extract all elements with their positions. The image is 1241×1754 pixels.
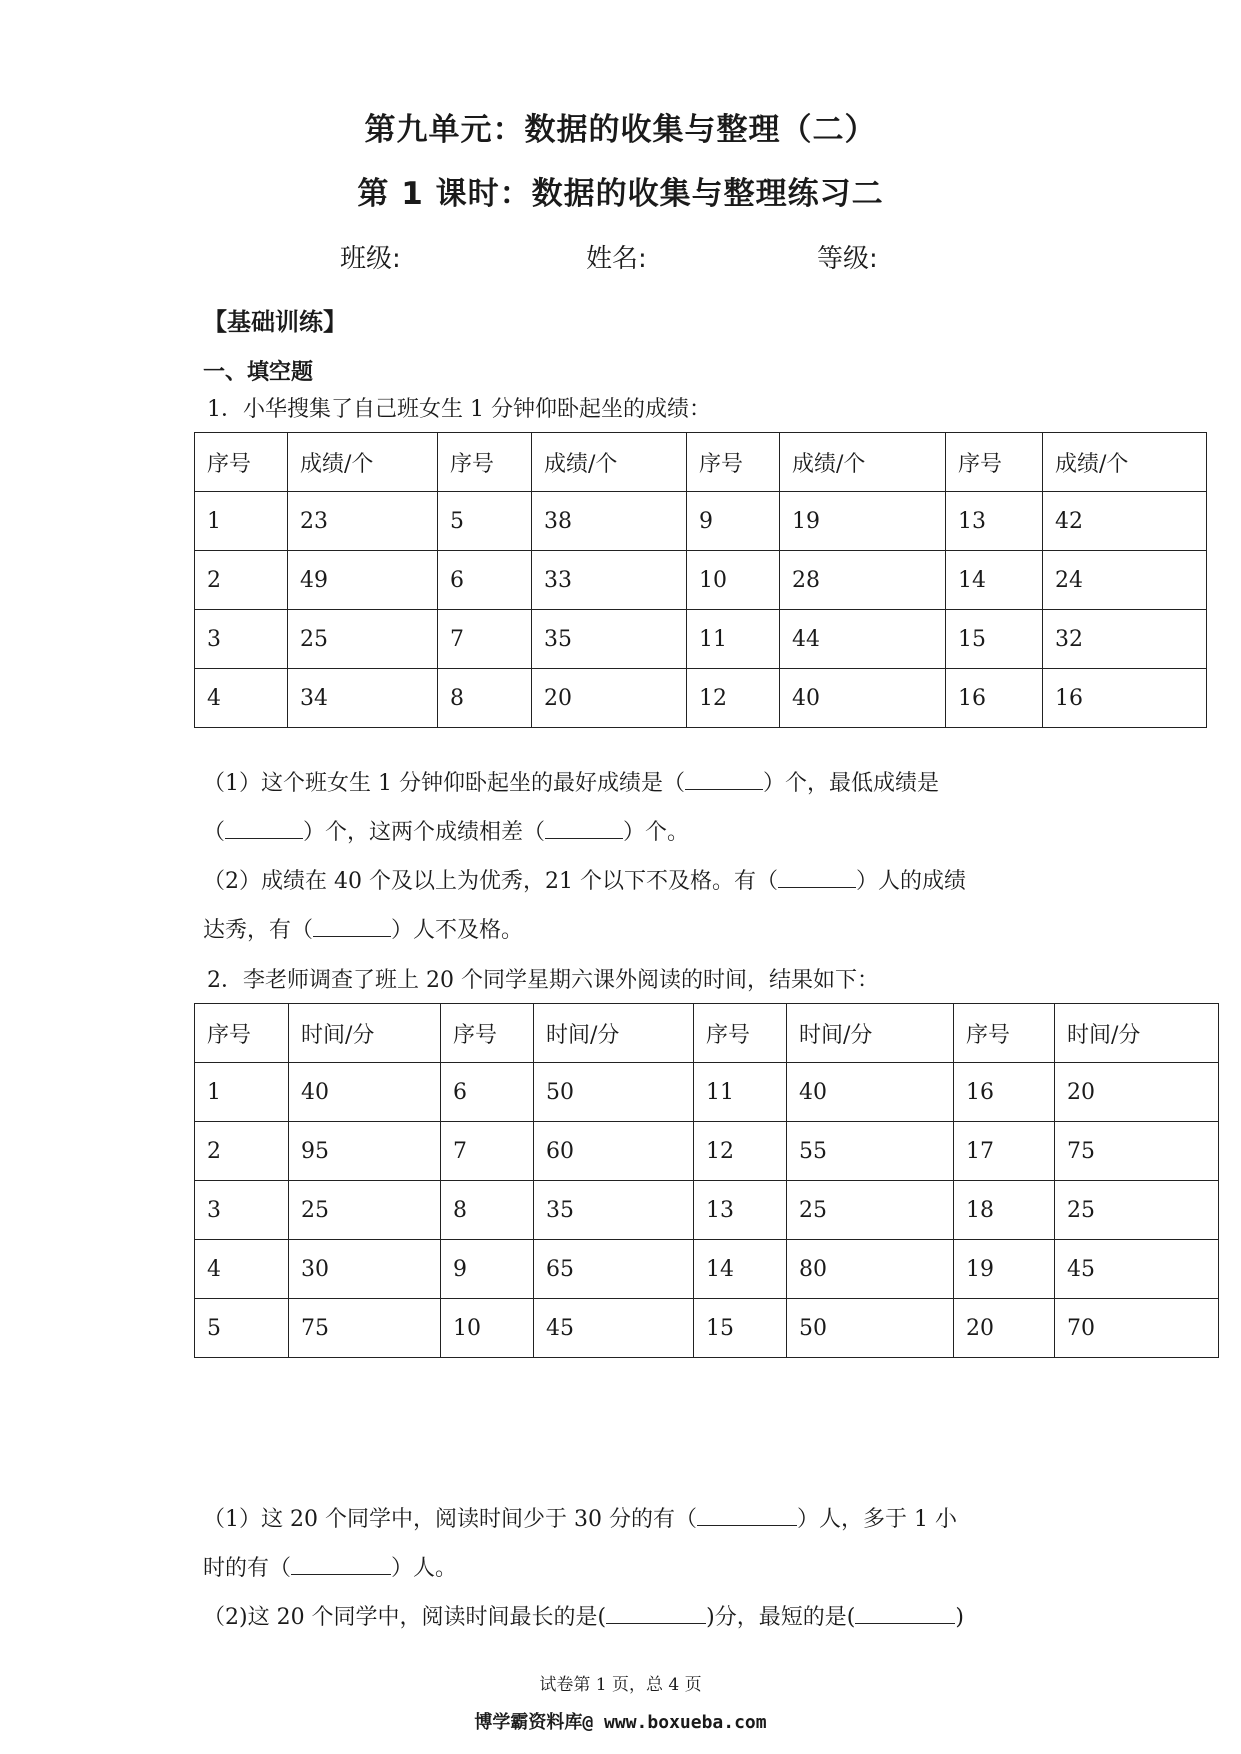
- table-cell: 25: [1055, 1181, 1219, 1240]
- table-cell: 23: [288, 492, 438, 551]
- table-cell: 65: [534, 1240, 694, 1299]
- q2-intro: 2．李老师调查了班上 20 个同学星期六课外阅读的时间，结果如下：: [207, 968, 879, 993]
- section-title: 【基础训练】: [203, 308, 347, 336]
- name-label: 姓名:: [586, 244, 647, 274]
- table-cell: 28: [780, 551, 946, 610]
- table-cell: 12: [694, 1122, 787, 1181]
- table-header-cell: 成绩/个: [780, 433, 946, 492]
- answer-blank-longest[interactable]: [606, 1605, 706, 1624]
- table-header-cell: 序号: [694, 1004, 787, 1063]
- q1-part1-line1: （1）这个班女生 1 分钟仰卧起坐的最好成绩是（ ）个，最低成绩是: [203, 771, 939, 796]
- q1-part2-line2: 达秀，有（ ）人不及格。: [203, 918, 524, 943]
- table-cell: 75: [289, 1299, 441, 1358]
- answer-blank-shortest[interactable]: [855, 1605, 955, 1624]
- table-cell: 49: [288, 551, 438, 610]
- table-row: [195, 1240, 1219, 1299]
- answer-blank-less-30[interactable]: [697, 1507, 797, 1526]
- table-header-cell: 序号: [954, 1004, 1055, 1063]
- table-cell: 55: [787, 1122, 954, 1181]
- table-cell: 42: [1043, 492, 1207, 551]
- table-cell: 20: [954, 1299, 1055, 1358]
- q1-part2-line1: （2）成绩在 40 个及以上为优秀，21 个以下不及格。有（ ）人的成绩: [203, 869, 966, 894]
- table-cell: 14: [946, 551, 1043, 610]
- table-row: [195, 492, 1207, 551]
- table-cell: 20: [1055, 1063, 1219, 1122]
- table-cell: 19: [954, 1240, 1055, 1299]
- answer-blank-difference[interactable]: [545, 820, 623, 839]
- table-cell: 7: [438, 610, 532, 669]
- table-header-cell: 成绩/个: [532, 433, 687, 492]
- table-cell: 13: [946, 492, 1043, 551]
- table-cell: 24: [1043, 551, 1207, 610]
- table-cell: 5: [438, 492, 532, 551]
- table-header-cell: 序号: [195, 433, 288, 492]
- q2-part1-line1: （1）这 20 个同学中，阅读时间少于 30 分的有（ ）人，多于 1 小: [203, 1507, 957, 1532]
- table-header-cell: 序号: [438, 433, 532, 492]
- table-cell: 75: [1055, 1122, 1219, 1181]
- table-cell: 5: [195, 1299, 289, 1358]
- table-cell: 25: [787, 1181, 954, 1240]
- table-header-cell: 时间/分: [289, 1004, 441, 1063]
- table-cell: 16: [1043, 669, 1207, 728]
- table-cell: 35: [534, 1181, 694, 1240]
- table-row: [195, 1122, 1219, 1181]
- class-label: 班级:: [340, 244, 401, 274]
- table-cell: 11: [687, 610, 780, 669]
- table-header-cell: 序号: [441, 1004, 534, 1063]
- table-cell: 19: [780, 492, 946, 551]
- table-cell: 8: [441, 1181, 534, 1240]
- table-header-row: [195, 1004, 1219, 1063]
- table-cell: 3: [195, 1181, 289, 1240]
- table-cell: 9: [687, 492, 780, 551]
- table-cell: 11: [694, 1063, 787, 1122]
- answer-blank-excellent[interactable]: [778, 869, 856, 888]
- table-cell: 35: [532, 610, 687, 669]
- table-row: [195, 1299, 1219, 1358]
- table-cell: 14: [694, 1240, 787, 1299]
- q2-part1-line2: 时的有（ ）人。: [203, 1556, 458, 1581]
- table-cell: 44: [780, 610, 946, 669]
- table-cell: 17: [954, 1122, 1055, 1181]
- table-cell: 20: [532, 669, 687, 728]
- table-header-cell: 成绩/个: [1043, 433, 1207, 492]
- table-cell: 3: [195, 610, 288, 669]
- table-cell: 38: [532, 492, 687, 551]
- answer-blank-more-1h[interactable]: [291, 1556, 391, 1575]
- table-cell: 10: [687, 551, 780, 610]
- table-cell: 16: [946, 669, 1043, 728]
- table-cell: 6: [441, 1063, 534, 1122]
- table-row: [195, 1181, 1219, 1240]
- table-cell: 10: [441, 1299, 534, 1358]
- table-cell: 12: [687, 669, 780, 728]
- section-subtitle: 一、填空题: [203, 360, 314, 385]
- page-footer: 试卷第 1 页，总 4 页: [539, 1675, 702, 1695]
- table-cell: 16: [954, 1063, 1055, 1122]
- table-cell: 1: [195, 492, 288, 551]
- table-cell: 40: [289, 1063, 441, 1122]
- table-cell: 50: [534, 1063, 694, 1122]
- table-cell: 45: [1055, 1240, 1219, 1299]
- table-cell: 80: [787, 1240, 954, 1299]
- table-row: [195, 551, 1207, 610]
- page-title: 第九单元：数据的收集与整理（二）: [364, 112, 877, 148]
- table-cell: 32: [1043, 610, 1207, 669]
- table-cell: 30: [289, 1240, 441, 1299]
- table-row: [195, 1063, 1219, 1122]
- table-cell: 8: [438, 669, 532, 728]
- table-cell: 45: [534, 1299, 694, 1358]
- table-cell: 34: [288, 669, 438, 728]
- table-header-cell: 时间/分: [534, 1004, 694, 1063]
- table-cell: 2: [195, 1122, 289, 1181]
- table-header-cell: 序号: [195, 1004, 289, 1063]
- table-cell: 18: [954, 1181, 1055, 1240]
- table-cell: 95: [289, 1122, 441, 1181]
- table-header-cell: 时间/分: [787, 1004, 954, 1063]
- table-cell: 1: [195, 1063, 289, 1122]
- table-cell: 15: [946, 610, 1043, 669]
- table-cell: 25: [289, 1181, 441, 1240]
- table-cell: 13: [694, 1181, 787, 1240]
- table-cell: 60: [534, 1122, 694, 1181]
- table-cell: 7: [441, 1122, 534, 1181]
- table-row: [195, 669, 1207, 728]
- table-cell: 70: [1055, 1299, 1219, 1358]
- grade-label: 等级:: [817, 244, 878, 274]
- table-cell: 9: [441, 1240, 534, 1299]
- q1-part1-line2: （ ）个，这两个成绩相差（ ）个。: [203, 820, 690, 845]
- table-cell: 15: [694, 1299, 787, 1358]
- table-cell: 33: [532, 551, 687, 610]
- table-cell: 4: [195, 669, 288, 728]
- table-header-cell: 成绩/个: [288, 433, 438, 492]
- table-header-cell: 序号: [687, 433, 780, 492]
- table-header-cell: 时间/分: [1055, 1004, 1219, 1063]
- brand-footer: 博学霸资料库@ www.boxueba.com: [474, 1712, 767, 1733]
- table-cell: 6: [438, 551, 532, 610]
- q1-table: [194, 432, 1207, 728]
- answer-blank-lowest[interactable]: [225, 820, 303, 839]
- table-cell: 2: [195, 551, 288, 610]
- table-header-row: [195, 433, 1207, 492]
- table-cell: 40: [780, 669, 946, 728]
- q2-table: [194, 1003, 1219, 1358]
- table-row: [195, 610, 1207, 669]
- answer-blank-failed[interactable]: [313, 918, 391, 937]
- table-cell: 40: [787, 1063, 954, 1122]
- table-header-cell: 序号: [946, 433, 1043, 492]
- table-cell: 25: [288, 610, 438, 669]
- page-subtitle: 第 1 课时：数据的收集与整理练习二: [357, 176, 884, 212]
- table-cell: 4: [195, 1240, 289, 1299]
- table-cell: 50: [787, 1299, 954, 1358]
- q2-part2-line1: （2)这 20 个同学中，阅读时间最长的是( )分，最短的是( ): [203, 1605, 964, 1630]
- answer-blank-best[interactable]: [685, 771, 763, 790]
- q1-intro: 1．小华搜集了自己班女生 1 分钟仰卧起坐的成绩：: [207, 397, 711, 422]
